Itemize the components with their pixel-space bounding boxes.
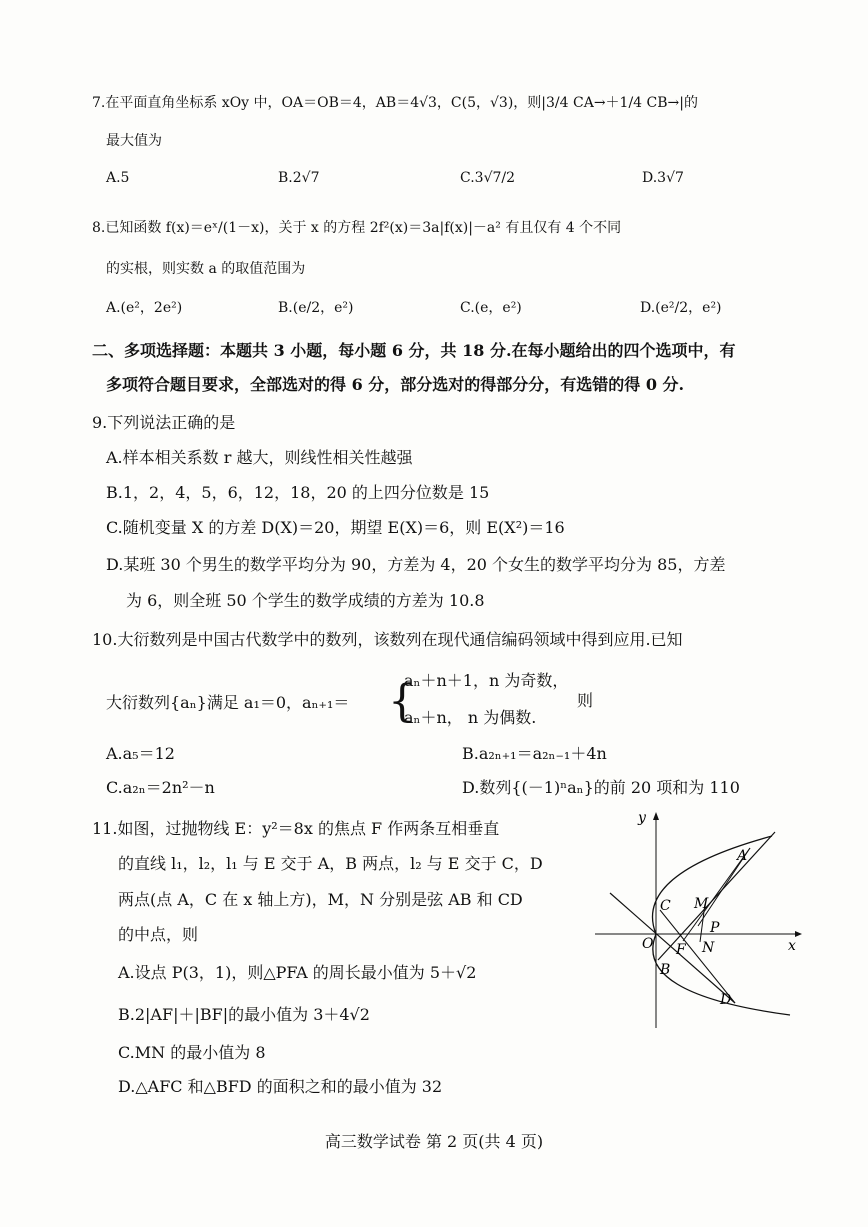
q10-option-b: B.a₂ₙ₊₁＝a₂ₙ₋₁＋4n: [462, 744, 607, 763]
q11-option-c: C.MN 的最小值为 8: [118, 1043, 266, 1062]
q10-tail: 则: [577, 691, 594, 710]
label-a: A: [737, 848, 748, 864]
q11-line4: 的中点，则: [118, 925, 199, 944]
page-footer: 高三数学试卷 第 2 页(共 4 页): [324, 1132, 544, 1151]
label-d: D: [720, 992, 732, 1008]
q7-option-d: D.3√7: [642, 170, 684, 186]
q10-brace: {: [388, 676, 416, 727]
q8-option-d: D.(e²/2，e²): [640, 300, 722, 316]
segment-c-d: [660, 910, 735, 1003]
q9-option-d-line1: D.某班 30 个男生的数学平均分为 90，方差为 4，20 个女生的数学平均分为 85，方差: [106, 555, 726, 574]
q10-line1: 10.大衍数列是中国古代数学中的数列，该数列在现代通信编码领域中得到应用.已知: [92, 630, 683, 649]
q9-option-c: C.随机变量 X 的方差 D(X)＝20，期望 E(X)＝6，则 E(X²)＝16: [106, 518, 565, 537]
section2-heading-line2: 多项符合题目要求，全部选对的得 6 分，部分选对的得部分分，有选错的得 0 分.: [106, 375, 685, 394]
q8-option-a: A.(e²，2e²): [106, 300, 183, 316]
q9-option-a: A.样本相关系数 r 越大，则线性相关性越强: [106, 448, 413, 467]
q11-option-d: D.△AFC 和△BFD 的面积之和的最小值为 32: [118, 1077, 443, 1096]
q11-line1: 11.如图，过抛物线 E：y²＝8x 的焦点 F 作两条互相垂直: [92, 819, 500, 838]
q7-option-a: A.5: [106, 170, 130, 186]
q10-case-odd: aₙ＋n＋1，n 为奇数，: [404, 671, 569, 690]
line-l2: [610, 893, 735, 1003]
q10-option-c: C.a₂ₙ＝2n²－n: [106, 778, 215, 797]
q8-option-b: B.(e/2，e²): [278, 300, 354, 316]
q7-option-b: B.2√7: [278, 170, 320, 186]
label-c: C: [660, 898, 671, 914]
q9-option-d-line2: 为 6，则全班 50 个学生的数学成绩的方差为 10.8: [126, 591, 485, 610]
y-axis-arrow: [653, 812, 659, 820]
label-x: x: [788, 938, 796, 954]
q11-option-b: B.2|AF|＋|BF|的最小值为 3＋4√2: [118, 1005, 370, 1024]
q11-option-a: A.设点 P(3，1)，则△PFA 的周长最小值为 5＋√2: [118, 963, 477, 982]
section2-heading-line1: 二、多项选择题：本题共 3 小题，每小题 6 分，共 18 分.在每小题给出的四个选项中，有: [92, 341, 736, 360]
q11-line3: 两点(点 A，C 在 x 轴上方)，M，N 分别是弦 AB 和 CD: [118, 890, 523, 909]
label-p: P: [710, 920, 720, 936]
q9-option-b: B.1，2，4，5，6，12，18，20 的上四分位数是 15: [106, 483, 490, 502]
q9-stem: 9.下列说法正确的是: [92, 413, 236, 432]
parabola-figure: [590, 808, 810, 1033]
q10-option-d: D.数列{(－1)ⁿaₙ}的前 20 项和为 110: [462, 778, 740, 797]
q7-line1: 7.在平面直角坐标系 xOy 中，OA＝OB＝4，AB＝4√3，C(5，√3)，则|3/4 CA→＋1/4 CB→|的: [92, 95, 698, 111]
label-o: O: [642, 936, 654, 952]
q7-line2: 最大值为: [106, 133, 162, 149]
q10-option-a: A.a₅＝12: [106, 744, 175, 763]
label-m: M: [694, 896, 709, 912]
line-l1: [658, 832, 775, 960]
q7-option-c: C.3√7/2: [460, 170, 516, 186]
q8-option-c: C.(e，e²): [460, 300, 522, 316]
label-f: F: [676, 942, 686, 958]
x-axis-arrow: [795, 931, 802, 937]
q8-line1: 8.已知函数 f(x)＝eˣ/(1－x)，关于 x 的方程 2f²(x)＝3a|f(x)|－a² 有且仅有 4 个不同: [92, 220, 622, 236]
label-y: y: [638, 810, 646, 826]
q8-line2: 的实根，则实数 a 的取值范围为: [106, 261, 306, 277]
label-n: N: [702, 940, 715, 956]
label-b: B: [660, 962, 671, 978]
q11-line2: 的直线 l₁，l₂，l₁ 与 E 交于 A，B 两点，l₂ 与 E 交于 C，D: [118, 854, 543, 873]
q10-case-even: aₙ＋n， n 为偶数.: [404, 708, 537, 727]
q10-lead: 大衍数列{aₙ}满足 a₁＝0，aₙ₊₁＝: [106, 693, 350, 712]
